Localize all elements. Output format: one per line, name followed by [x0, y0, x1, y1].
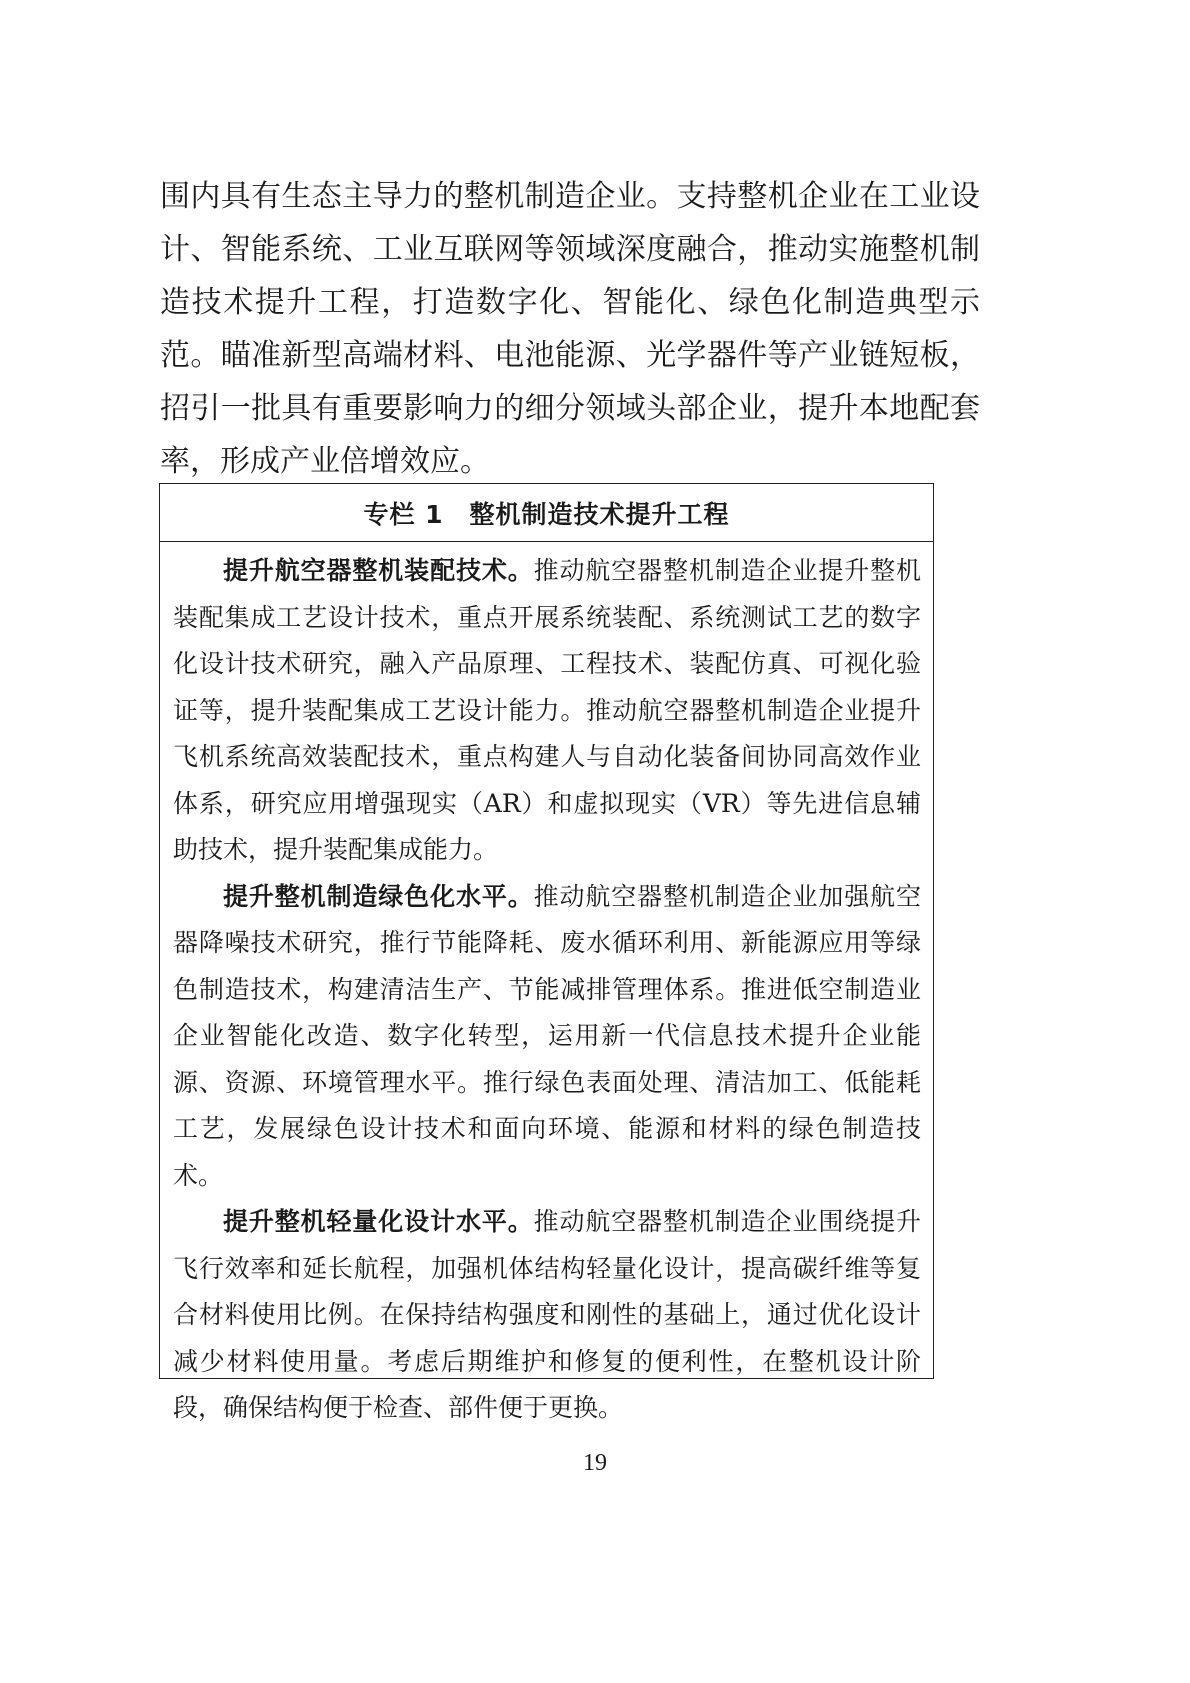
- paragraph-lead: 提升整机制造绿色化水平。: [223, 881, 534, 911]
- intro-paragraph: 围内具有生态主导力的整机制造企业。支持整机企业在工业设计、智能系统、工业互联网等领域深度融合，推动实施整机制造技术提升工程，打造数字化、智能化、绿色化制造典型示范。瞄准新型高端材料、电池能源、光学器件等产业链短板，招引一批具有重要影响力的细分领域头部企业，提升本地配套率，形成产业倍增效应。: [160, 179, 980, 479]
- paragraph-text: 推动航空器整机制造企业加强航空器降噪技术研究，推行节能降耗、废水循环利用、新能源应用等绿色制造技术，构建清洁生产、节能减排管理体系。推进低空制造业企业智能化改造、数字化转型，运用新一代信息技术提升企业能源、资源、环境管理水平。推行绿色表面处理、清洁加工、低能耗工艺，发展绿色设计技术和面向环境、能源和材料的绿色制造技术。: [173, 881, 921, 1190]
- column-paragraph-green: [173, 874, 921, 1200]
- column-header: [160, 484, 933, 542]
- column-title: 整机制造技术提升工程: [469, 499, 730, 529]
- column-label: 专栏 1: [363, 499, 444, 529]
- column-body: [160, 542, 933, 1432]
- column-paragraph-assembly: [173, 548, 921, 874]
- paragraph-text: 推动航空器整机制造企业提升整机装配集成工艺设计技术，重点开展系统装配、系统测试工艺的数字化设计技术研究，融入产品原理、工程技术、装配仿真、可视化验证等，提升装配集成工艺设计能力。推动航空器整机制造企业提升飞机系统高效装配技术，重点构建人与自动化装备间协同高效作业体系，研究应用增强现实（AR）和虚拟现实（VR）等先进信息辅助技术，提升装配集成能力。: [173, 556, 921, 864]
- column-box: [159, 483, 934, 1422]
- column-paragraph-lightweight: [173, 1199, 921, 1432]
- paragraph-text: 推动航空器整机制造企业围绕提升飞行效率和延长航程，加强机体结构轻量化设计，提高碳纤维等复合材料使用比例。在保持结构强度和刚性的基础上，通过优化设计减少材料使用量。考虑后期维护和修复的便利性，在整机设计阶段，确保结构便于检查、部件便于更换。: [173, 1207, 921, 1422]
- page-number: 19: [583, 1450, 607, 1476]
- paragraph-lead: 提升航空器整机装配技术。: [223, 556, 534, 585]
- paragraph-lead: 提升整机轻量化设计水平。: [223, 1207, 534, 1236]
